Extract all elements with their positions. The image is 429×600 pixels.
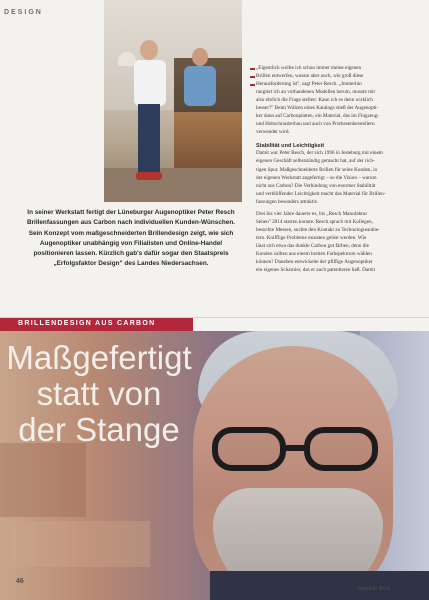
text-line: verwendet wird. — [256, 129, 290, 136]
text-line: lässt sich etwa das dunkle Carbon gut färben, denn die — [256, 242, 369, 249]
section-banner — [0, 318, 193, 331]
text-line: und verblüffender Leichtigkeit macht das Material für Brillen- — [256, 190, 386, 197]
text-line: rangiert ich an vorhandenen Modellen herum, musste mir — [256, 89, 376, 96]
photo-person-assistant — [184, 48, 218, 158]
article-headline — [4, 340, 194, 448]
article-subheading: Stabilität und Leichtigkeit — [256, 143, 325, 150]
photo-person-optician — [132, 40, 168, 180]
caption-line: Brillenfassungen aus Carbon nach individuellen Kunden-Wünschen. — [26, 219, 236, 227]
red-bullet-icon — [250, 68, 255, 70]
caption-line: positionieren lassen. Kürzlich gab's dafür sogar den Staatspreis — [33, 250, 229, 258]
text-line: und Hubschrauberbau und auch von Prothesenherstellern — [256, 121, 375, 128]
page-number: 46 — [16, 578, 24, 585]
text-line: Drei bis vier Jahre dauerte es, bis „Resch Manufaktur — [256, 210, 368, 217]
portrait-sweater — [210, 571, 429, 600]
text-line: Brillen entwerfen, wusste aber auch, wie groß diese — [256, 73, 364, 80]
text-line: können? Daneben entwickelte der pfiffige Augenoptiker — [256, 259, 373, 266]
headline-line: statt von — [36, 375, 162, 412]
text-line: besuchte Messen, suchte den Kontakt zu Technologieanbie- — [256, 226, 380, 233]
text-line: fassungen besonders attraktiv. — [256, 198, 319, 205]
article-paragraph — [256, 210, 416, 274]
text-line: nicht aus Carbon? Die Verbindung von enormer Stabilität — [256, 182, 376, 189]
red-bullet-icon — [250, 76, 255, 78]
caption-line: Augenoptiker unabhängig von Filialisten und Online-Handel — [39, 239, 223, 247]
text-line: ein eigenes Scharnier, das er auch patentieren ließ. Damit — [256, 267, 376, 274]
text-line: Sehen" 2014 starten konnte. Resch sprach mit Kollegen, — [256, 218, 373, 225]
text-line: also ehrlich die Frage stellen: Kann ich es denn wirklich — [256, 97, 373, 104]
text-line: „Eigentlich wollte ich schon immer meine eigenen — [256, 65, 362, 71]
text-line: Damit war Peter Resch, der sich 1996 in Jesteburg mit einem — [256, 150, 383, 157]
text-line: tigen Spur. Maßgeschneiderte Brillen für seine Kunden, in — [256, 166, 378, 173]
text-line: Herausforderung ist", sagt Peter Resch. „Immerhin — [256, 81, 362, 88]
caption-line: „Erfolgsfaktor Design" des Landes Niedersachsen. — [53, 260, 209, 268]
caption-line: Sein Konzept vom maßgeschneiderten Brillendesign zeigt, wie sich — [28, 229, 234, 237]
glasses-icon — [204, 427, 388, 471]
article-paragraph — [256, 149, 416, 205]
text-line: tern. Knifflige Probleme mussten gelöst werden. Wie — [256, 234, 367, 241]
headline-line: Maßgefertigt — [6, 339, 192, 376]
red-bullet-icon — [250, 84, 255, 86]
text-line: eigenen Geschäft selbstständig gemacht hat, auf der rich- — [256, 158, 375, 165]
photo-caption — [10, 208, 252, 270]
text-line: Kunden sollten aus einem breiten Farbspektrum wählen — [256, 250, 372, 257]
text-line: ker dann auf Carbonplatten, ein Material, das im Flugzeug- — [256, 113, 380, 120]
text-line: besser?" Beim Wälzen eines Katalogs stieß der Augenopti- — [256, 105, 379, 112]
section-label: DESIGN — [4, 9, 43, 16]
magazine-footer: markt in Nord — [358, 586, 391, 592]
headline-line: der Stange — [18, 411, 180, 448]
caption-line: In seiner Werkstatt fertigt der Lüneburger Augenoptiker Peter Resch — [27, 209, 235, 216]
article-paragraph-intro — [256, 64, 416, 136]
banner-label: BRILLENDESIGN AUS CARBON — [18, 320, 156, 327]
photo-floor — [104, 168, 242, 202]
text-line: der eigenen Werkstatt angefertigt – so die Vision – warum — [256, 174, 377, 181]
article-right-column — [256, 64, 416, 274]
workshop-photo — [104, 0, 242, 202]
